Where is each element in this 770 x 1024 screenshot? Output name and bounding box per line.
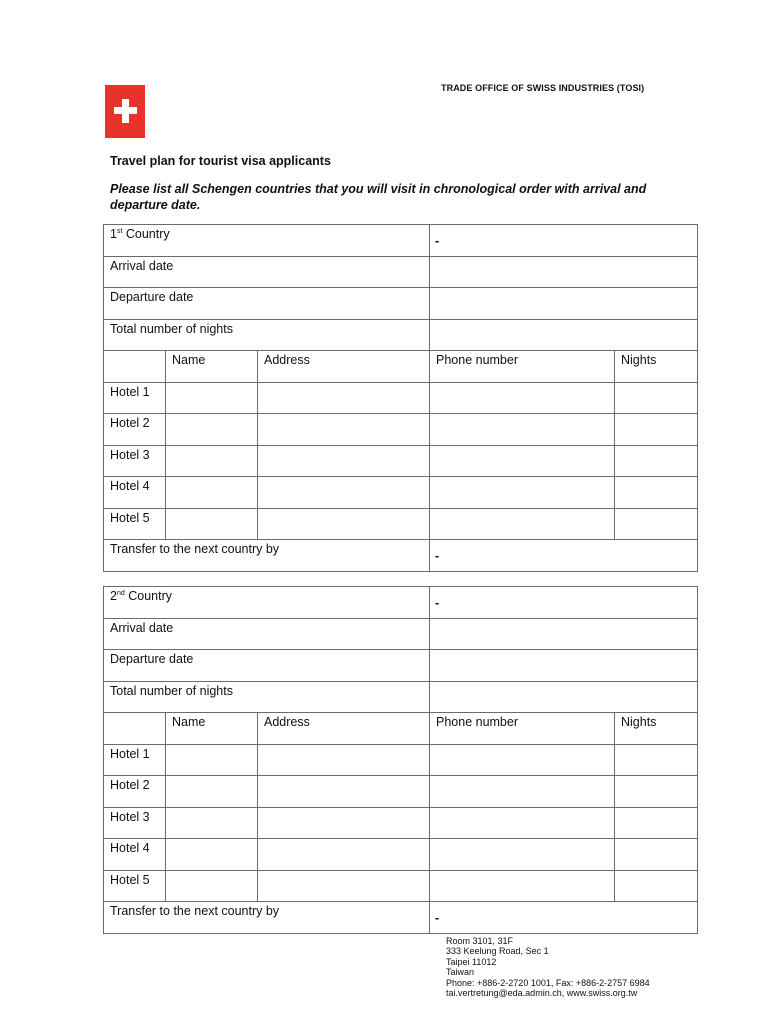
country-input[interactable]: - <box>430 225 698 257</box>
table-row <box>104 776 698 808</box>
total-nights-label: Total number of nights <box>104 320 430 351</box>
hotel-address-input[interactable] <box>258 745 430 776</box>
transfer-label: Transfer to the next country by <box>104 540 430 572</box>
table-row <box>104 509 698 540</box>
transfer-input[interactable]: - <box>430 540 698 572</box>
hotel-address-input[interactable] <box>258 808 430 839</box>
hotel-phone-input[interactable] <box>430 839 615 871</box>
hotel-nights-input[interactable] <box>615 477 698 509</box>
table-row <box>104 839 698 871</box>
arrival-date-label: Arrival date <box>104 619 430 650</box>
hotel-name-input[interactable] <box>166 414 258 446</box>
hotel-nights-input[interactable] <box>615 776 698 808</box>
column-header-name: Name <box>166 713 258 745</box>
email-web-line: tai.vertretung@eda.admin.ch, www.swiss.org.tw <box>446 988 638 999</box>
hotel-phone-input[interactable] <box>430 808 615 839</box>
arrival-date-input[interactable] <box>430 619 698 650</box>
hotel-address-input[interactable] <box>258 414 430 446</box>
table-row <box>104 871 698 902</box>
phone-fax-line: Phone: +886-2-2720 1001, Fax: +886-2-2757 6984 <box>446 977 650 988</box>
departure-date-input[interactable] <box>430 288 698 320</box>
address-line: Taiwan <box>446 967 475 978</box>
hotel-phone-input[interactable] <box>430 509 615 540</box>
hotel-address-input[interactable] <box>258 776 430 808</box>
column-header-address: Address <box>258 351 430 383</box>
hotel-name-input[interactable] <box>166 808 258 839</box>
transfer-input[interactable]: - <box>430 902 698 934</box>
country-label: 1st Country <box>104 225 430 257</box>
country-label: 2nd Country <box>104 587 430 619</box>
hotel-nights-input[interactable] <box>615 414 698 446</box>
table-row <box>104 477 698 509</box>
hotel-address-input[interactable] <box>258 509 430 540</box>
hotel-label: Hotel 1 <box>104 745 166 776</box>
hotel-phone-input[interactable] <box>430 383 615 414</box>
hotel-label: Hotel 1 <box>104 383 166 414</box>
address-line: 333 Keelung Road, Sec 1 <box>446 946 549 957</box>
hotel-phone-input[interactable] <box>430 871 615 902</box>
address-line: Taipei 11012 <box>446 956 497 967</box>
hotel-nights-input[interactable] <box>615 808 698 839</box>
hotel-label: Hotel 5 <box>104 509 166 540</box>
table-row <box>104 446 698 477</box>
departure-date-label: Departure date <box>104 288 430 320</box>
country-input[interactable]: - <box>430 587 698 619</box>
departure-date-input[interactable] <box>430 650 698 682</box>
table-row <box>104 808 698 839</box>
hotel-name-input[interactable] <box>166 446 258 477</box>
hotel-phone-input[interactable] <box>430 414 615 446</box>
column-header-name: Name <box>166 351 258 383</box>
hotel-address-input[interactable] <box>258 477 430 509</box>
hotel-phone-input[interactable] <box>430 745 615 776</box>
address-line: Room 3101, 31F <box>446 936 514 946</box>
country-section-1 <box>103 224 698 572</box>
hotel-nights-input[interactable] <box>615 509 698 540</box>
flag-cross-horizontal <box>114 107 137 114</box>
column-header-phone: Phone number <box>430 351 615 383</box>
total-nights-input[interactable] <box>430 320 698 351</box>
hotel-label: Hotel 4 <box>104 477 166 509</box>
country-section-2 <box>103 586 698 934</box>
hotel-name-input[interactable] <box>166 776 258 808</box>
total-nights-label: Total number of nights <box>104 682 430 713</box>
total-nights-input[interactable] <box>430 682 698 713</box>
organization-name: TRADE OFFICE OF SWISS INDUSTRIES (TOSI) <box>441 83 645 93</box>
hotel-label: Hotel 3 <box>104 446 166 477</box>
departure-date-label: Departure date <box>104 650 430 682</box>
hotel-nights-input[interactable] <box>615 839 698 871</box>
hotel-nights-input[interactable] <box>615 871 698 902</box>
swiss-flag-logo <box>105 85 145 138</box>
arrival-date-input[interactable] <box>430 257 698 288</box>
table-row <box>104 745 698 776</box>
hotel-name-input[interactable] <box>166 477 258 509</box>
contact-address <box>446 936 650 998</box>
hotel-label: Hotel 4 <box>104 839 166 871</box>
hotel-name-input[interactable] <box>166 509 258 540</box>
hotel-label: Hotel 3 <box>104 808 166 839</box>
hotel-nights-input[interactable] <box>615 446 698 477</box>
hotel-address-input[interactable] <box>258 839 430 871</box>
column-header-phone: Phone number <box>430 713 615 745</box>
hotel-address-input[interactable] <box>258 383 430 414</box>
hotel-address-input[interactable] <box>258 871 430 902</box>
hotel-label: Hotel 2 <box>104 776 166 808</box>
hotel-nights-input[interactable] <box>615 383 698 414</box>
table-row <box>104 383 698 414</box>
hotel-nights-input[interactable] <box>615 745 698 776</box>
header-blank-cell <box>104 351 166 383</box>
hotel-phone-input[interactable] <box>430 776 615 808</box>
column-header-address: Address <box>258 713 430 745</box>
transfer-label: Transfer to the next country by <box>104 902 430 934</box>
header-blank-cell <box>104 713 166 745</box>
hotel-label: Hotel 2 <box>104 414 166 446</box>
hotel-label: Hotel 5 <box>104 871 166 902</box>
hotel-name-input[interactable] <box>166 383 258 414</box>
form-instruction: Please list all Schengen countries that you will visit in chronological order with arrival and departure date. <box>110 182 647 212</box>
hotel-name-input[interactable] <box>166 745 258 776</box>
hotel-name-input[interactable] <box>166 839 258 871</box>
table-row <box>104 414 698 446</box>
hotel-name-input[interactable] <box>166 871 258 902</box>
column-header-nights: Nights <box>615 713 698 745</box>
form-title: Travel plan for tourist visa applicants <box>110 154 331 168</box>
column-header-nights: Nights <box>615 351 698 383</box>
hotel-address-input[interactable] <box>258 446 430 477</box>
arrival-date-label: Arrival date <box>104 257 430 288</box>
hotel-phone-input[interactable] <box>430 446 615 477</box>
hotel-phone-input[interactable] <box>430 477 615 509</box>
